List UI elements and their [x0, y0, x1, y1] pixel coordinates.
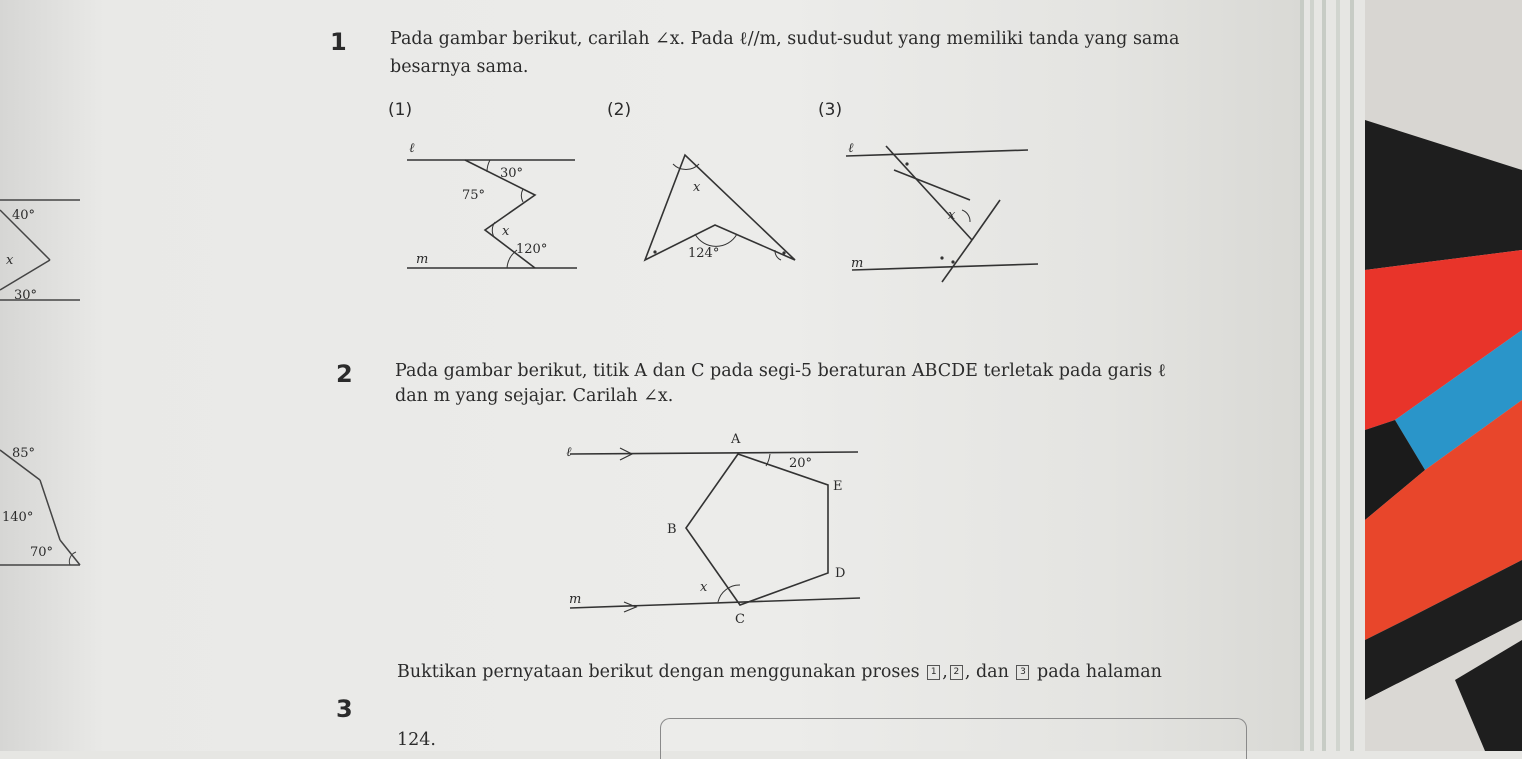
q2-vertex-B: B [667, 522, 677, 537]
q2-angle-20: 20° [789, 456, 813, 471]
q1-sub-3: (3) [818, 100, 843, 120]
page-edge [1336, 0, 1340, 751]
q2-vertex-A: A [731, 432, 741, 447]
fig3-label-l: ℓ [848, 141, 854, 156]
q2-angle-x: x [700, 580, 708, 595]
answer-box [660, 718, 1247, 759]
left-angle-85: 85° [12, 446, 36, 461]
fig1-angle-120: 120° [516, 242, 548, 257]
fig1-angle-75: 75° [462, 188, 486, 203]
q2-label-l: ℓ [566, 445, 572, 460]
q3-text-before: Buktikan pernyataan berikut dengan menggunakan proses [397, 662, 920, 682]
page-edge [1350, 0, 1354, 751]
q1-number: 1 [330, 28, 347, 56]
fig1-angle-x: x [502, 224, 510, 239]
q3-text-mid: , dan [964, 662, 1009, 682]
fig1-label-l: ℓ [409, 141, 415, 156]
q1-sub-1: (1) [388, 100, 413, 120]
q2-vertex-C: C [735, 612, 745, 627]
left-angle-30: 30° [14, 288, 38, 303]
q1-text-line2: besarnya sama. [390, 57, 529, 77]
q2-vertex-D: D [835, 566, 846, 581]
left-angle-140: 140° [2, 510, 34, 525]
fig3-label-m: m [851, 256, 864, 271]
q3-number: 3 [336, 695, 353, 723]
process-box-1: 1 [927, 665, 940, 680]
fig1-angle-30: 30° [500, 166, 524, 181]
page-edge [1300, 0, 1304, 751]
q2-text-line2: dan m yang sejajar. Carilah ∠x. [395, 386, 674, 406]
q1-figure-3 [842, 140, 1042, 290]
book-cover [1365, 0, 1522, 751]
q2-number: 2 [336, 360, 353, 388]
q1-text-line1: Pada gambar berikut, carilah ∠x. Pada ℓ//m, sudut-sudut yang memiliki tanda yang sama [390, 29, 1180, 49]
page-edge [1310, 0, 1314, 751]
q2-text-line1: Pada gambar berikut, titik A dan C pada segi-5 beraturan ABCDE terletak pada garis ℓ [395, 361, 1167, 381]
q2-pentagon-figure [560, 440, 870, 630]
left-angle-x: x [6, 253, 14, 268]
page-edge [1322, 0, 1326, 751]
process-box-2: 2 [950, 665, 963, 680]
q2-vertex-E: E [833, 479, 843, 494]
q3-text-line1: Buktikan pernyataan berikut dengan menggunakan proses 1 , 2 , dan 3 pada halaman [397, 662, 1162, 682]
left-angle-70: 70° [30, 545, 54, 560]
fig3-angle-x: x [948, 208, 956, 223]
fig2-angle-x: x [693, 180, 701, 195]
process-box-3: 3 [1016, 665, 1029, 680]
q2-label-m: m [569, 592, 582, 607]
q1-sub-2: (2) [607, 100, 632, 120]
q3-text-after: pada halaman [1037, 662, 1162, 682]
left-angle-40: 40° [12, 208, 36, 223]
fig1-label-m: m [416, 252, 429, 267]
q3-text-line2: 124. [397, 730, 436, 750]
fig2-angle-124: 124° [688, 246, 720, 261]
